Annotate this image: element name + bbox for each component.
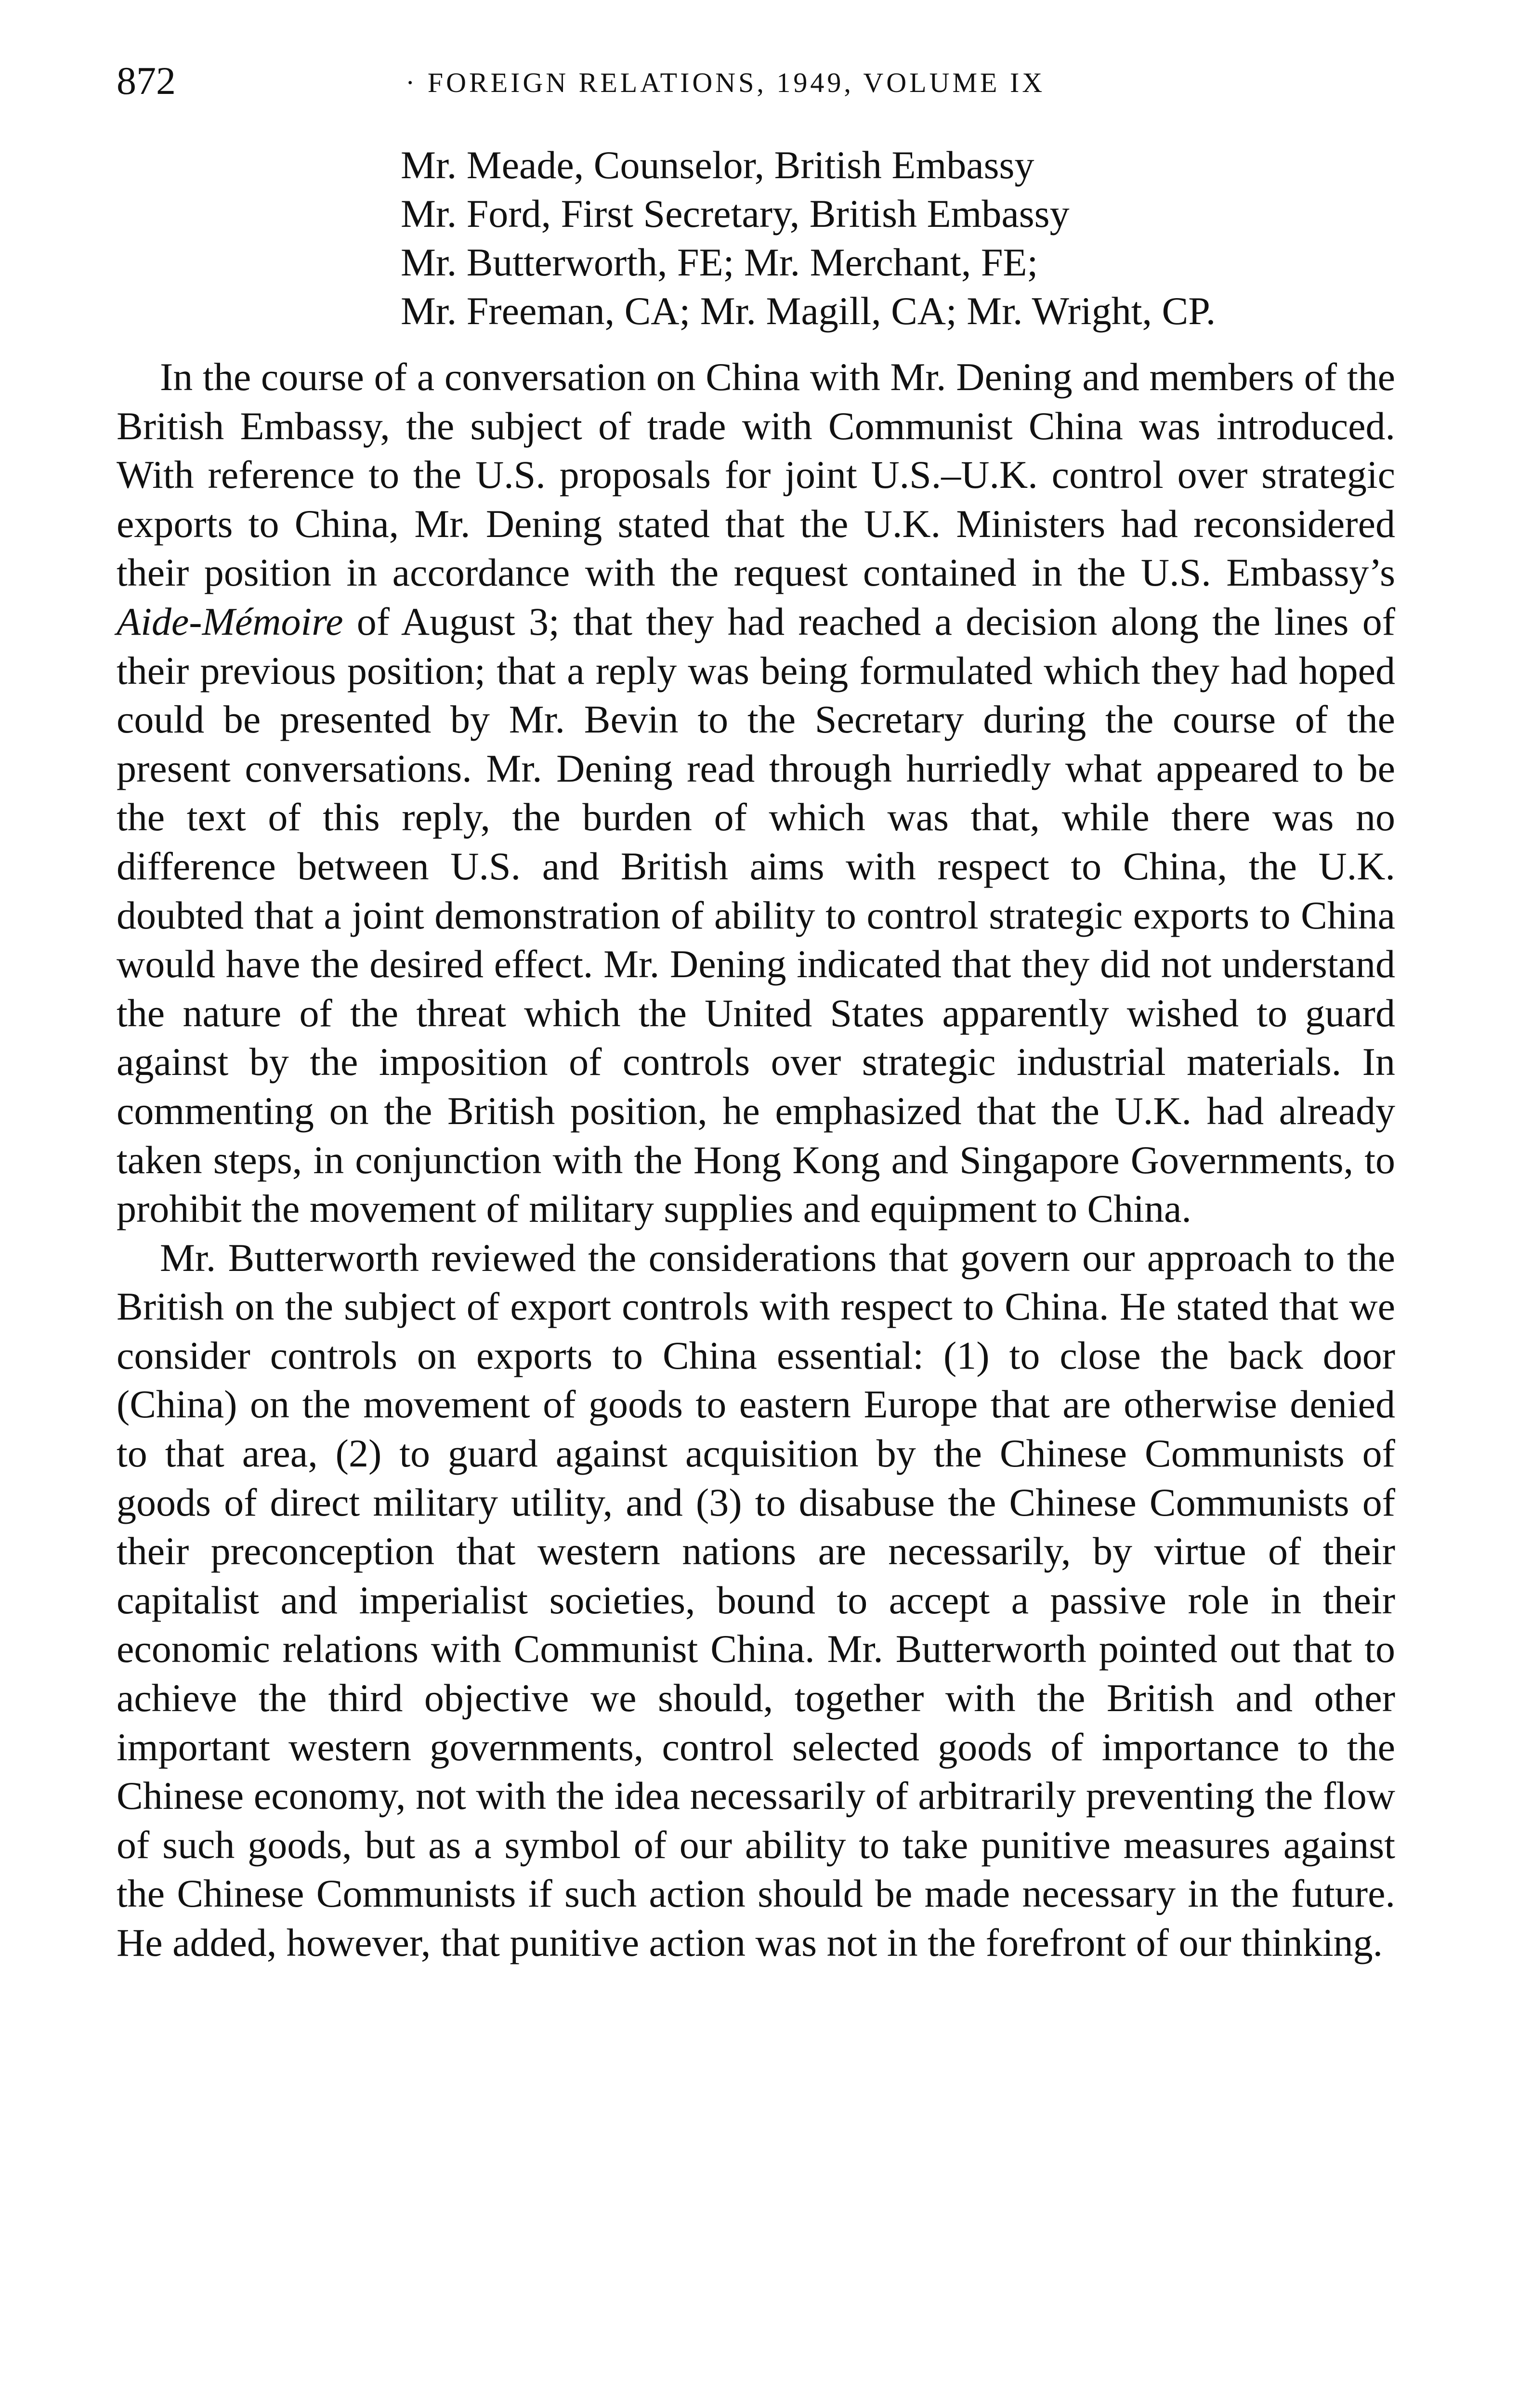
attendee-line: Mr. Freeman, CA; Mr. Magill, CA; Mr. Wright, CP. bbox=[401, 289, 1216, 333]
paragraph-butterworth-review: Mr. Butterworth reviewed the considerations that govern our approach to the British on the subject of export controls with respect to China. He stated that we consider controls on exports to China essential: (1) to close the back door (China) on the movement of goods to eastern Europe that are otherwise denied to that area, (2) to guard against acquisition by the Chinese Communists of goods of direct military utility, and (3) to disabuse the Chinese Communists of their preconception that western nations are necessarily, by virtue of their capitalist and imperialist societies, bound to accept a passive role in their economic relations with Communist China. Mr. Butterworth pointed out that to achieve the third objective we should, together with the British and other important western governments, control selected goods of importance to the Chinese economy, not with the idea necessarily of arbitrarily preventing the flow of such goods, but as a symbol of our ability to take punitive measures against the Chinese Communists if such action should be made necessary in the future. He added, however, that punitive action was not in the forefront of our thinking. bbox=[117, 1235, 1395, 1964]
paragraph-text: In the course of a conversation on China with Mr. Dening and members of the British Embassy, the subject of trade with Communist China was introduced. With reference to the U.S. proposals for joint U.S.–U.K. control over strategic exports to China, Mr. Dening stated that the U.K. Ministers had reconsidered their position in accordance with the request contained in the U.S. Embassy’s bbox=[117, 355, 1395, 595]
attendee-line: Mr. Ford, First Secretary, British Embassy bbox=[401, 192, 1070, 236]
attendee-list bbox=[401, 141, 1412, 335]
running-title: · FOREIGN RELATIONS, 1949, VOLUME IX bbox=[406, 67, 1046, 98]
attendee-line: Mr. Meade, Counselor, British Embassy bbox=[401, 143, 1034, 187]
paragraph-text: of August 3; that they had reached a decision along the lines of their previous position; that a reply was being formulated which they had hoped could be presented by Mr. Bevin to the Secretary during the course of the present conversations. Mr. Dening read through hurriedly what appeared to be the text of this reply, the burden of which was that, while there was no difference between U.S. and British aims with respect to China, the U.K. doubted that a joint demonstration of ability to control strategic exports to China would have the desired effect. Mr. Dening indicated that they did not understand the nature of the threat which the United States apparently wished to guard against by the imposition of controls over strategic industrial materials. In commenting on the British position, he emphasized that the U.K. had already taken steps, in conjunction with the Hong Kong and Singapore Governments, to prohibit the movement of military supplies and equipment to China. bbox=[117, 599, 1395, 1231]
page-header bbox=[117, 57, 1402, 110]
memorandum-body bbox=[117, 353, 1395, 1967]
aide-memoire-term: Aide-Mémoire bbox=[117, 599, 343, 643]
attendee-line: Mr. Butterworth, FE; Mr. Merchant, FE; bbox=[401, 240, 1038, 284]
page-number: 872 bbox=[117, 59, 176, 103]
paragraph-trade-discussion bbox=[117, 353, 1395, 1233]
